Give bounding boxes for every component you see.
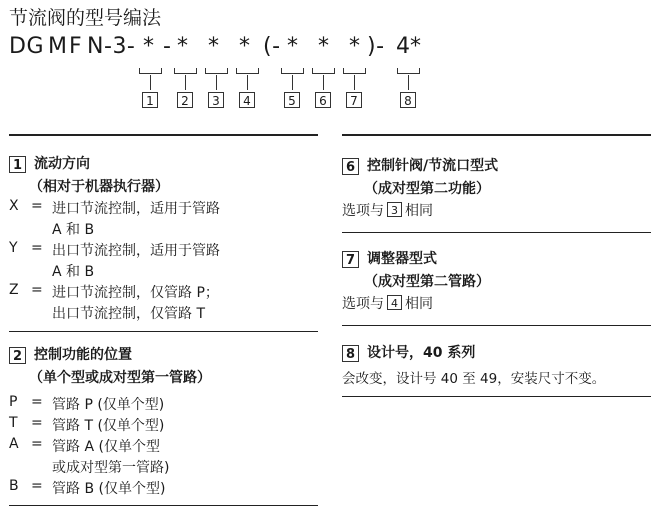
ref-number-box: 3: [387, 202, 402, 217]
option-text-cont: 或成对型第一管路): [52, 460, 170, 476]
code-part: N: [87, 34, 104, 59]
bracket: [281, 68, 304, 74]
option-eq: =: [31, 415, 43, 431]
bracket: [343, 68, 366, 74]
option-eq: =: [31, 478, 43, 494]
section-divider: [342, 325, 651, 326]
code-part: F: [69, 34, 83, 59]
option-eq: =: [31, 240, 43, 256]
bracket: [205, 68, 228, 74]
option-text: 出口节流控制，适用于管路: [52, 243, 220, 259]
section-heading: [342, 248, 437, 268]
section-divider: [9, 505, 318, 506]
section-subtitle: （单个型或成对型第一管路）: [29, 370, 211, 386]
position-box: 8: [400, 92, 416, 108]
section-number-box: 6: [342, 158, 359, 175]
code-part: *: [239, 34, 251, 59]
section-number-box: 8: [342, 345, 359, 362]
option-text: 管路 P (仅单个型): [52, 397, 165, 413]
section-divider: [9, 331, 318, 332]
code-part: *: [410, 34, 422, 59]
section-divider: [342, 396, 651, 397]
code-part: *: [318, 34, 330, 59]
section-title: 控制针阀/节流口型式: [367, 158, 499, 174]
option-text: 管路 T (仅单个型): [52, 418, 165, 434]
position-box: 1: [142, 92, 158, 108]
section-subtitle: （成对型第二功能）: [364, 181, 490, 197]
code-part: *: [177, 34, 189, 59]
section-subtitle: （相对于机器执行器）: [29, 179, 169, 195]
line-prefix: 选项与: [342, 203, 384, 219]
bracket-stem: [323, 75, 324, 90]
position-box: 7: [346, 92, 362, 108]
bracket: [397, 68, 420, 74]
section-heading: [9, 153, 90, 173]
code-part: DG: [9, 34, 44, 59]
bracket-stem: [292, 75, 293, 90]
line-suffix: 相同: [405, 203, 433, 219]
code-part: -: [163, 34, 172, 59]
section-number-box: 1: [9, 156, 26, 173]
section-text: 会改变，设计号 40 至 49，安装尺寸不变。: [342, 371, 606, 387]
option-eq: =: [31, 198, 43, 214]
option-key: X: [9, 198, 19, 214]
option-key: A: [9, 436, 19, 452]
section-subtitle: （成对型第二管路）: [364, 274, 490, 290]
code-part: M: [48, 34, 68, 59]
section-rule: [9, 134, 318, 136]
position-box: 6: [315, 92, 331, 108]
bracket-stem: [354, 75, 355, 90]
option-text: 进口节流控制，仅管路 P；: [52, 285, 219, 301]
option-key: Y: [9, 240, 18, 256]
section-heading: [9, 344, 132, 364]
option-key: B: [9, 478, 19, 494]
code-part: *: [208, 34, 220, 59]
section-heading: [342, 155, 498, 175]
section-heading: [342, 342, 475, 362]
ref-number-box: 4: [387, 295, 402, 310]
section-line: [342, 200, 433, 220]
code-part: *: [143, 34, 155, 59]
code-part: 4: [396, 34, 411, 59]
code-part: )-: [367, 34, 385, 59]
section-divider: [342, 232, 651, 233]
option-text: 进口节流控制，适用于管路: [52, 201, 220, 217]
position-box: 4: [239, 92, 255, 108]
option-text-cont: A 和 B: [52, 222, 95, 238]
line-prefix: 选项与: [342, 296, 384, 312]
bracket: [139, 68, 162, 74]
bracket: [174, 68, 197, 74]
option-eq: =: [31, 436, 43, 452]
section-number-box: 7: [342, 251, 359, 268]
position-box: 2: [177, 92, 193, 108]
option-text: 管路 B (仅单个型): [52, 481, 166, 497]
option-eq: =: [31, 394, 43, 410]
bracket-stem: [185, 75, 186, 90]
code-part: (-: [263, 34, 281, 59]
code-part: *: [287, 34, 299, 59]
option-key: Z: [9, 282, 19, 298]
line-suffix: 相同: [405, 296, 433, 312]
section-line: [342, 293, 433, 313]
page-title: 节流阀的型号编法: [9, 7, 162, 29]
bracket-stem: [150, 75, 151, 90]
position-box: 3: [208, 92, 224, 108]
bracket: [312, 68, 335, 74]
bracket-stem: [247, 75, 248, 90]
option-text: 管路 A (仅单个型: [52, 439, 160, 455]
section-title: 设计号，40 系列: [367, 345, 476, 361]
option-key: T: [9, 415, 18, 431]
position-box: 5: [284, 92, 300, 108]
code-part: *: [349, 34, 361, 59]
section-title: 调整器型式: [367, 251, 437, 267]
bracket: [236, 68, 259, 74]
section-title: 控制功能的位置: [34, 347, 132, 363]
code-part: -3-: [104, 34, 136, 59]
option-text-cont: 出口节流控制，仅管路 T: [52, 306, 206, 322]
option-text-cont: A 和 B: [52, 264, 95, 280]
option-eq: =: [31, 282, 43, 298]
section-number-box: 2: [9, 347, 26, 364]
section-rule: [342, 134, 651, 136]
option-key: P: [9, 394, 18, 410]
section-title: 流动方向: [34, 156, 90, 172]
bracket-stem: [216, 75, 217, 90]
bracket-stem: [408, 75, 409, 90]
